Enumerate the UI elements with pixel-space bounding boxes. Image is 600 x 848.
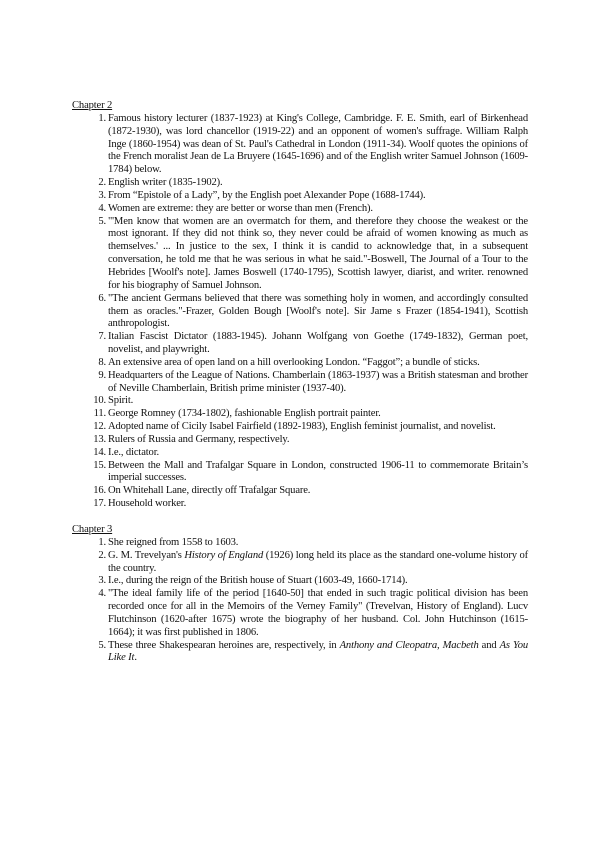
chapter-2-notes [72,113,528,511]
book-title: History of England [184,549,264,561]
play-title: Macbeth [442,639,479,651]
section-gap [72,511,528,524]
note-3-4: 4. "The ideal family life of the period [1640-50] that ended in such tragic political division has been recorded once for all in the Memoirs of the Verney Family" (Trevelvan, History of England). Lucv Flutchinson (1620-after 1675) wrote the biography of her husband. Col. John Hutchinson (1615-1664); it was first published in 1806. [98,588,528,638]
note-2-13: 13. Rulers of Russia and Germany, respectively. [93,433,290,445]
note-2-8: 8. An extensive area of open land on a hill overlooking London. “Faggot”; a bundle of sticks. [98,356,480,368]
note-2-10: 10. Spirit. [93,395,134,407]
note-2-5: 5. "'Men know that women are an overmatch for them, and therefore they choose the weakest or the most ignorant. If they did not think so, they never could be afraid of women knowing as much as themselves.' ... In justice to the sex, I think it is candid to acknowledge that, in a subsequent conversation, he told me that he was serious in what he said."-Boswell, The Journal of a Tour to the Hebrides [Woolf's note]. James Boswell (1740-1795), Scottish lawyer, diarist, and writer. renowned for his biography of Samuel Johnson. [98,215,528,291]
note-2-12: 12. Adopted name of Cicily Isabel Fairfield (1892-1983), English feminist journalist, and novelist. [93,421,496,433]
note-2-7: 7. Italian Fascist Dictator (1883-1945). Johann Wolfgang von Goethe (1749-1832), German poet, novelist, and playwright. [98,331,528,356]
note-2-9: 9. Headquarters of the League of Nations. Chamberlain (1863-1937) was a British statesman and brother of Neville Chamberlain, British prime minister (1937-40). [98,369,528,394]
play-title: Anthony and Cleopatra, [339,639,440,651]
note-2-4: 4. Women are extreme: they are better or worse than men (French). [98,202,373,214]
chapter-3-notes [72,537,528,665]
note-2-6: 6. "The ancient Germans believed that there was something holy in women, and accordingly consulted them as oracles."-Frazer, Golden Bough [Woolf's note]. Sir Jame s Frazer (1854-1941), Scottish anthropologist. [98,292,528,330]
note-3-2: 2. G. M. Trevelyan's History of England (1926) long held its place as the standard one-volume history of the country. [98,549,528,574]
note-3-1: 1. She reigned from 1558 to 1603. [98,536,239,548]
note-2-11: 11. George Romney (1734-1802), fashionable English portrait painter. [93,408,381,420]
note-2-17: 17. Household worker. [93,498,187,510]
note-2-3: 3. From “Epistole of a Lady”, by the English poet Alexander Pope (1688-1744). [98,189,426,201]
note-2-16: 16. On Whitehall Lane, directly off Trafalgar Square. [93,485,311,497]
chapter-2-heading: Chapter 2 [72,100,113,111]
note-3-5: 5. These three Shakespearan heroines are, respectively, in Anthony and Cleopatra, Macbeth and As You Like It. [98,639,529,664]
play-title: As You Like It [108,639,529,664]
note-3-3: 3. I.e., during the reign of the British house of Stuart (1603-49, 1660-1714). [98,575,408,587]
chapter-3-heading: Chapter 3 [72,524,113,535]
endnotes [72,100,528,665]
note-2-15: 15. Between the Mall and Trafalgar Square in London, constructed 1906-11 to commemorate Britain’s imperial successes. [93,459,528,484]
note-2-14: 14. I.e., dictator. [93,446,159,458]
note-2-1: 1. Famous history lecturer (1837-1923) at King's College, Cambridge. F. E. Smith, earl of Birkenhead (1872-1930), was lord chancellor (1919-22) and an opponent of women's suffrage. William Ralph Inge (1860-1954) was dean of St. Paul's Cathedral in London (1911-34). Woolf quotes the opinions of the French moralist Jean de La Bruyere (1645-1696) and of the English writer Samuel Johnson (1609-1784) below. [98,112,528,176]
note-2-2: 2. English writer (1835-1902). [98,177,223,189]
